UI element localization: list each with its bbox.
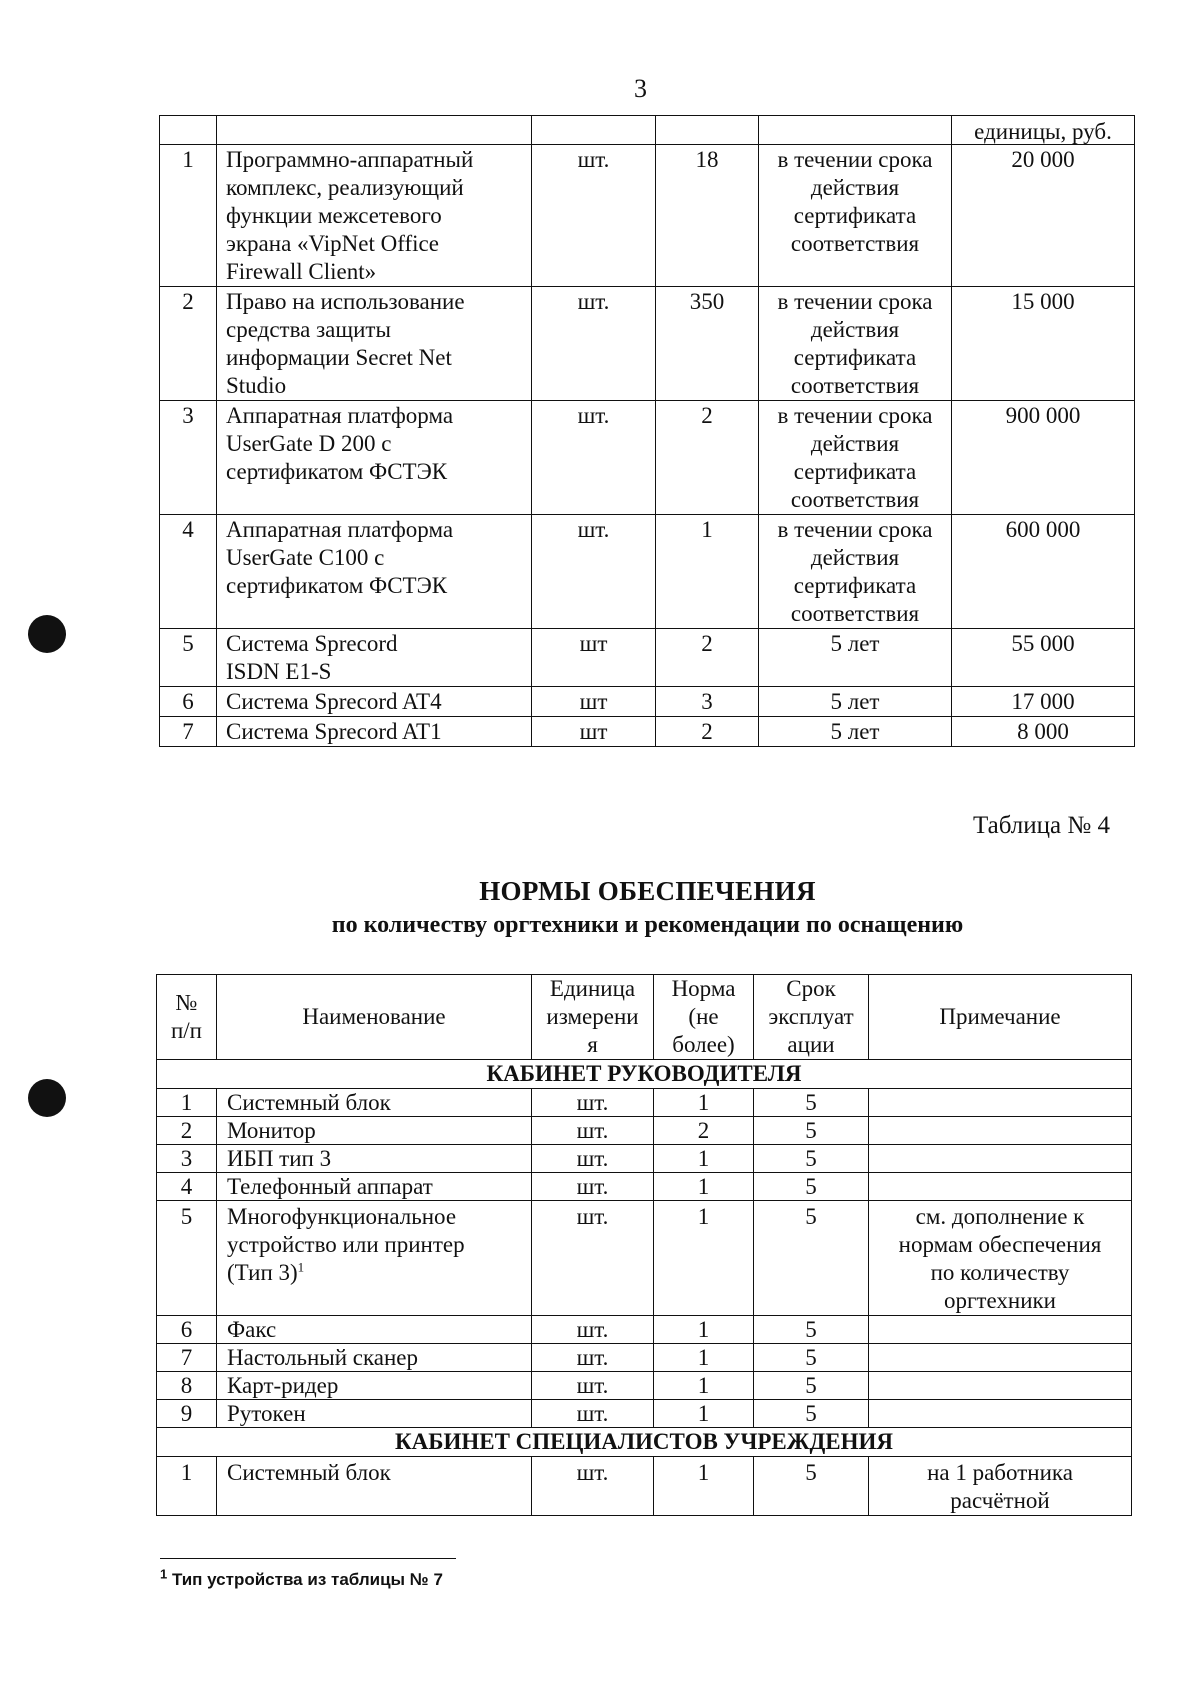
item-quantity: 1 <box>656 515 759 629</box>
item-norm: 1 <box>654 1372 754 1400</box>
header-unit-line: измерени <box>546 1004 639 1029</box>
item-term-line: действия <box>810 545 900 570</box>
page-number: 3 <box>634 74 647 103</box>
header-norm-line: более) <box>672 1032 735 1057</box>
item-name-line <box>227 1117 531 1144</box>
item-term-line: 5 лет <box>830 689 880 714</box>
item-note <box>869 1201 1132 1316</box>
item-term-line: соответствия <box>790 487 920 512</box>
item-term: 5 <box>754 1201 869 1316</box>
item-term: 5 <box>754 1344 869 1372</box>
item-name-line <box>227 1372 531 1399</box>
item-norm: 1 <box>654 1400 754 1428</box>
item-name <box>217 287 532 401</box>
row-number: 8 <box>157 1372 217 1400</box>
row-number: 7 <box>157 1344 217 1372</box>
header-num-line: № <box>175 990 198 1015</box>
item-price: 55 000 <box>952 629 1135 687</box>
item-name-text: устройство или принтер <box>227 1232 465 1257</box>
item-term-line: действия <box>810 175 900 200</box>
item-name-line: Система Sprecord <box>226 631 398 656</box>
footnote-separator <box>160 1558 456 1559</box>
header-unit <box>532 975 654 1060</box>
item-term <box>759 145 952 287</box>
item-note-line: см. дополнение к <box>915 1204 1085 1229</box>
row-number: 6 <box>157 1316 217 1344</box>
item-name-line <box>227 1203 531 1231</box>
header-norm <box>654 975 754 1060</box>
row-number: 3 <box>160 401 217 515</box>
equipment-row <box>160 717 1135 747</box>
norm-row <box>157 1173 1132 1201</box>
item-name-line <box>227 1259 531 1287</box>
header-name: Наименование <box>217 975 532 1060</box>
item-unit: шт. <box>532 287 656 401</box>
item-term-line: в течении срока <box>777 289 933 314</box>
item-name-line: сертификатом ФСТЭК <box>226 573 448 598</box>
item-name-text: Монитор <box>227 1118 316 1143</box>
item-unit: шт. <box>532 1372 654 1400</box>
item-name <box>217 1316 532 1344</box>
row-number: 3 <box>157 1145 217 1173</box>
item-name-line: Система Sprecord AT1 <box>226 719 442 744</box>
item-norm: 1 <box>654 1344 754 1372</box>
footnote <box>160 1566 760 1590</box>
item-name-line: Studio <box>226 373 287 398</box>
row-number: 7 <box>160 717 217 747</box>
item-term <box>759 401 952 515</box>
item-unit: шт. <box>532 1201 654 1316</box>
footnote-text: Тип устройства из таблицы № 7 <box>171 1570 443 1589</box>
item-term-line: сертификата <box>793 573 917 598</box>
norm-row <box>157 1316 1132 1344</box>
item-name-text: Карт-ридер <box>227 1373 339 1398</box>
row-number: 5 <box>160 629 217 687</box>
header-tail-row <box>160 116 1135 145</box>
item-term <box>759 717 952 747</box>
item-name-line <box>227 1145 531 1172</box>
item-term: 5 <box>754 1173 869 1201</box>
header-num <box>157 975 217 1060</box>
equipment-row <box>160 287 1135 401</box>
row-number: 6 <box>160 687 217 717</box>
item-term: 5 <box>754 1316 869 1344</box>
item-name-line <box>227 1173 531 1200</box>
item-term: 5 <box>754 1117 869 1145</box>
header-norm-line: Норма <box>671 976 736 1001</box>
item-unit: шт. <box>532 145 656 287</box>
equipment-row <box>160 401 1135 515</box>
header-unit-line: я <box>587 1032 598 1057</box>
item-term: 5 <box>754 1372 869 1400</box>
item-note <box>869 1173 1132 1201</box>
item-name <box>217 401 532 515</box>
header-norm-line: (не <box>688 1004 719 1029</box>
item-unit: шт <box>532 629 656 687</box>
item-unit: шт. <box>532 401 656 515</box>
equipment-row <box>160 629 1135 687</box>
item-unit: шт <box>532 687 656 717</box>
item-term <box>759 687 952 717</box>
item-name-line <box>227 1089 531 1116</box>
item-norm: 1 <box>654 1457 754 1516</box>
row-number: 1 <box>157 1457 217 1516</box>
item-note <box>869 1344 1132 1372</box>
row-number: 9 <box>157 1400 217 1428</box>
item-name <box>217 1089 532 1117</box>
row-number: 1 <box>160 145 217 287</box>
item-note-line: по количеству <box>930 1260 1070 1285</box>
section-title: КАБИНЕТ РУКОВОДИТЕЛЯ <box>157 1060 1132 1089</box>
item-name-text: Настольный сканер <box>227 1345 419 1370</box>
item-term: 5 <box>754 1457 869 1516</box>
item-name <box>217 1400 532 1428</box>
item-norm: 1 <box>654 1173 754 1201</box>
item-quantity: 3 <box>656 687 759 717</box>
item-term-line: сертификата <box>793 345 917 370</box>
item-unit: шт. <box>532 1117 654 1145</box>
item-name-line <box>227 1344 531 1371</box>
item-term-line: действия <box>810 431 900 456</box>
item-quantity: 350 <box>656 287 759 401</box>
header-term-line: Срок <box>786 976 836 1001</box>
norm-row <box>157 1117 1132 1145</box>
item-term-line: соответствия <box>790 373 920 398</box>
row-number: 2 <box>157 1117 217 1145</box>
item-name-text: Рутокен <box>227 1401 306 1426</box>
item-name-line: Программно-аппаратный <box>226 147 474 172</box>
item-term-line: сертификата <box>793 459 917 484</box>
item-price: 600 000 <box>952 515 1135 629</box>
norm-row <box>157 1372 1132 1400</box>
item-name <box>217 1117 532 1145</box>
item-term: 5 <box>754 1145 869 1173</box>
item-name-line: Аппаратная платформа <box>226 517 454 542</box>
header-unit-line: Единица <box>549 976 636 1001</box>
row-number: 5 <box>157 1201 217 1316</box>
item-term <box>759 629 952 687</box>
item-term <box>759 515 952 629</box>
item-quantity: 2 <box>656 629 759 687</box>
item-quantity: 2 <box>656 717 759 747</box>
item-note <box>869 1089 1132 1117</box>
section-row <box>157 1060 1132 1089</box>
header-term-line: ации <box>787 1032 835 1057</box>
item-name <box>217 1173 532 1201</box>
item-term-line: 5 лет <box>830 719 880 744</box>
item-note <box>869 1372 1132 1400</box>
item-name-line: экрана «VipNet Office <box>226 231 439 256</box>
item-name-line <box>227 1231 531 1259</box>
equipment-row <box>160 687 1135 717</box>
item-term-line: соответствия <box>790 601 920 626</box>
item-name-line: средства защиты <box>226 317 391 342</box>
item-unit: шт. <box>532 1344 654 1372</box>
row-number: 4 <box>160 515 217 629</box>
row-number: 4 <box>157 1173 217 1201</box>
punch-hole <box>28 615 66 653</box>
item-norm: 2 <box>654 1117 754 1145</box>
header-term <box>754 975 869 1060</box>
row-number: 2 <box>160 287 217 401</box>
norms-table-header <box>157 975 1132 1060</box>
punch-hole <box>28 1079 66 1117</box>
item-unit: шт. <box>532 1145 654 1173</box>
item-name <box>217 1344 532 1372</box>
document-title: НОРМЫ ОБЕСПЕЧЕНИЯ <box>479 876 816 906</box>
item-name-text: Системный блок <box>227 1460 391 1485</box>
item-note <box>869 1117 1132 1145</box>
item-term-line: в течении срока <box>777 147 933 172</box>
item-unit: шт <box>532 717 656 747</box>
item-norm: 1 <box>654 1145 754 1173</box>
item-note-line: оргтехники <box>944 1288 1056 1313</box>
norm-row <box>157 1344 1132 1372</box>
item-norm: 1 <box>654 1201 754 1316</box>
item-quantity: 18 <box>656 145 759 287</box>
item-name-line: Система Sprecord AT4 <box>226 689 442 714</box>
item-name-line: Firewall Client» <box>226 259 377 284</box>
norm-row <box>157 1201 1132 1316</box>
item-name <box>217 1201 532 1316</box>
item-name-line: функции межсетевого <box>226 203 442 228</box>
item-name <box>217 687 532 717</box>
item-note <box>869 1400 1132 1428</box>
item-name <box>217 515 532 629</box>
item-name-text: Телефонный аппарат <box>227 1174 433 1199</box>
item-name-text: Многофункциональное <box>227 1204 457 1229</box>
item-name <box>217 1372 532 1400</box>
item-term-line: сертификата <box>793 203 917 228</box>
item-name-line: ISDN E1-S <box>226 659 332 684</box>
item-note <box>869 1457 1132 1516</box>
item-name <box>217 1457 532 1516</box>
header-term-line: эксплуат <box>768 1004 854 1029</box>
item-name-line: Право на использование <box>226 289 465 314</box>
equipment-row <box>160 145 1135 287</box>
document-subtitle: по количеству оргтехники и рекомендации по оснащению <box>331 912 964 938</box>
item-name-text: (Тип 3) <box>227 1260 298 1285</box>
item-unit: шт. <box>532 1089 654 1117</box>
item-name <box>217 145 532 287</box>
item-price: 15 000 <box>952 287 1135 401</box>
section-row <box>157 1428 1132 1457</box>
item-note <box>869 1316 1132 1344</box>
item-note-line: на 1 работника <box>927 1460 1073 1485</box>
item-note-line: нормам обеспечения <box>898 1232 1102 1257</box>
item-term: 5 <box>754 1400 869 1428</box>
item-unit: шт. <box>532 1400 654 1428</box>
norm-row <box>157 1145 1132 1173</box>
item-name-line: информации Secret Net <box>226 345 452 370</box>
equipment-table <box>159 115 1135 747</box>
item-term-line: действия <box>810 317 900 342</box>
header-num-line: п/п <box>170 1018 202 1043</box>
item-term-line: в течении срока <box>777 517 933 542</box>
table-label: Таблица № 4 <box>972 812 1110 839</box>
item-term <box>759 287 952 401</box>
item-unit: шт. <box>532 515 656 629</box>
item-name <box>217 1145 532 1173</box>
norms-table <box>156 974 1132 1516</box>
norm-row <box>157 1457 1132 1516</box>
item-term: 5 <box>754 1089 869 1117</box>
item-name-line <box>227 1459 531 1487</box>
item-name <box>217 629 532 687</box>
item-price: 900 000 <box>952 401 1135 515</box>
item-price: 17 000 <box>952 687 1135 717</box>
price-header-tail: единицы, руб. <box>952 116 1135 145</box>
item-quantity: 2 <box>656 401 759 515</box>
norm-row <box>157 1089 1132 1117</box>
item-name-line <box>227 1400 531 1427</box>
item-unit: шт. <box>532 1457 654 1516</box>
item-name-text: ИБП тип 3 <box>227 1146 332 1171</box>
item-norm: 1 <box>654 1316 754 1344</box>
section-title: КАБИНЕТ СПЕЦИАЛИСТОВ УЧРЕЖДЕНИЯ <box>157 1428 1132 1457</box>
row-number: 1 <box>157 1089 217 1117</box>
item-term-line: в течении срока <box>777 403 933 428</box>
item-name-line: комплекс, реализующий <box>226 175 464 200</box>
footnote-mark: 1 <box>160 1566 168 1582</box>
item-term-line: соответствия <box>790 231 920 256</box>
item-name-line <box>227 1316 531 1343</box>
footnote-reference: 1 <box>297 1259 305 1275</box>
item-name-line: Аппаратная платформа <box>226 403 454 428</box>
item-name-text: Факс <box>227 1317 277 1342</box>
item-name-line: сертификатом ФСТЭК <box>226 459 448 484</box>
equipment-row <box>160 515 1135 629</box>
item-name-text: Системный блок <box>227 1090 391 1115</box>
header-note: Примечание <box>869 975 1132 1060</box>
item-name <box>217 717 532 747</box>
item-price: 8 000 <box>952 717 1135 747</box>
item-unit: шт. <box>532 1173 654 1201</box>
item-name-line: UserGate C100 с <box>226 545 385 570</box>
item-note-line: расчётной <box>950 1488 1050 1513</box>
item-norm: 1 <box>654 1089 754 1117</box>
item-price: 20 000 <box>952 145 1135 287</box>
item-name-line: UserGate D 200 с <box>226 431 392 456</box>
item-note <box>869 1145 1132 1173</box>
item-unit: шт. <box>532 1316 654 1344</box>
norm-row <box>157 1400 1132 1428</box>
item-term-line: 5 лет <box>830 631 880 656</box>
